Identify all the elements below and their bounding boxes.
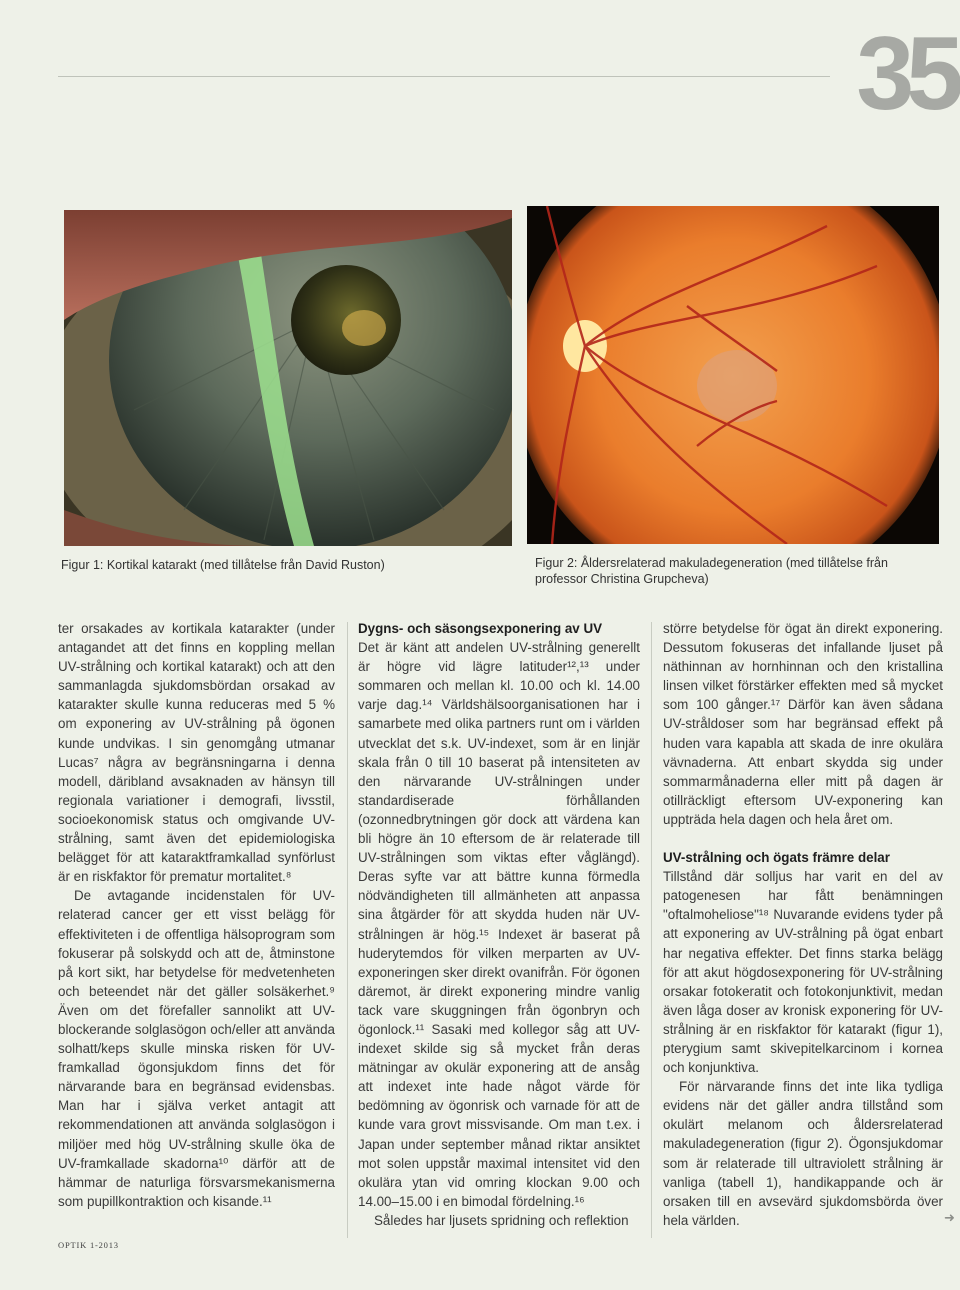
footer-publication: OPTIK 1-2013 xyxy=(58,1240,119,1250)
paragraph: Tillstånd där solljus har varit en del av patogenesen har fått benämningen "oftalmoheliose"¹⁸ Nuvarande evidens tyder på att exponering av UV-strålning på ögat enbart har negativa effekter. Det finns starka belägg för att akut högdosexponering för UV-strålning orsakar fotokeratit och fotokonjunktivit, medan även låga doser av kronisk exponering för UV-strålning är en riskfaktor för katarakt (figur 1), pterygium samt skivepitelkarcinom i kornea och konjunktiva. xyxy=(663,869,943,1076)
figure-1-cataract-photo xyxy=(64,210,512,546)
figure-2-caption: Figur 2: Åldersrelaterad makuladegeneration (med tillåtelse från professor Christina Grupcheva) xyxy=(535,556,888,586)
paragraph: För närvarande finns det inte lika tydliga evidens när det gäller andra tillstånd som okulärt melanom och åldersrelaterad makuladegeneration (figur 2). Ögonsjukdomar som är relaterade till ultraviolett strålning är vanliga (tabell 1), handikappande och är orsaken till en avsevärd sjukdomsbörda över hela världen. xyxy=(663,1079,943,1228)
figure-2-retina-photo xyxy=(527,206,939,544)
section-heading: Dygns- och säsongsexponering av UV xyxy=(358,621,603,636)
figure-1-caption: Figur 1: Kortikal katarakt (med tillåtelse från David Ruston) xyxy=(61,558,385,572)
text-column-3 xyxy=(663,619,943,1230)
section-heading: UV-strålning och ögats främre delar xyxy=(663,850,890,866)
paragraph: ter orsakades av kortikala katarakter (under antagandet att det finns en koppling mellan UV-strålning och kortikal katarakt) och att den sammanlagda sjukdomsbördan orsakad av katarakter skulle kunna reduceras med 5 % om exponering av UV-strålning på ögonen kunde undvikas. I sin genomgång utmanar Lucas⁷ några av begränsningarna i denna modell, däribland avsaknaden av hänsyn till regionala variationer i demografi, livsstil, socioekonomisk status och omgivande UV-strålning, samt även det epidemiologiska belägget för att kataraktframkallad synförlust är en riskfaktor för prematur mortalitet.⁸ xyxy=(58,621,335,885)
page-number: 35 xyxy=(856,16,956,132)
text-column-2 xyxy=(358,619,640,1230)
header-rule xyxy=(58,76,830,77)
paragraph: De avtagande incidenstalen för UV-relaterad cancer ger ett visst belägg för effektiviteten i de offentliga hälsoprogram som fokuserar på solskydd och att de, åtminstone på kort sikt, har betydelse för medvetenheten och beteendet när det gäller solsäkerhet.⁹ Även om det förefaller sannolikt att UV-blockerande solglasögon och/eller att använda solhatt/keps skulle minska risken för UV-framkallad ögonsjukdom finns det för närvarande bara en begränsad evidensbas. Man har i själva verket antagit att rekommendationen att använda solglasögon i miljöer med hög UV-strålning skulle öka de UV-framkallade skadorna¹⁰ därför att de hämmar de naturliga försvarsmekanismerna som pupillkontraktion och kisande.¹¹ xyxy=(58,888,335,1209)
paragraph: Således har ljusets spridning och reflektion xyxy=(374,1212,629,1228)
column-divider xyxy=(651,622,652,1238)
paragraph: större betydelse för ögat än direkt exponering. Dessutom fokuseras det infallande ljuset på näthinnan av hornhinnan och den kristallina linsen vilket förstärker effekten med så mycket som 100 gånger.¹⁷ Därför kan även sådana UV-stråldoser som har begränsad effekt på huden vara kapabla att skada de inre okulära vävnaderna. Att enbart skydda sig under sommarmånaderna eller mitt på dagen är otillräckligt eftersom UV-exponering kan uppträda hela dagen och hela året om. xyxy=(663,621,943,827)
text-column-1 xyxy=(58,619,335,1211)
paragraph: Det är känt att andelen UV-strålning generellt är högre vid lägre latituder¹²,¹³ under sommaren och mellan kl. 10.00 och kl. 14.00 varje dag.¹⁴ Världshälsoorganisationen har i samarbete med olika partners runt om i världen utvecklat det s.k. UV-indexet, som är en linjär skala från 0 till 10 baserat på intensiteten av den närvarande UV-strålningen under standardiserade förhållanden (ozonnedbrytningen gör dock att värdena kan bli högre än 10 eftersom de är relaterade till UV-strålningen som viktas efter våglängd). Deras syfte var att bättre kunna förmedla nödvändigheten till allmänheten att anpassa sina åtgärder för att skydda huden när UV-strålningen är hög.¹⁵ Indexet är baserat på huderytemdos för vilken merparten av UV-exponeringen sker direkt ovanifrån. För ögonen däremot, är direkt exponering mindre vanlig tack vare skuggningen från ögonbryn och ögonlock.¹¹ Sasaki med kollegor såg att UV-indexet skilde sig så mycket från deras mätningar av okulär exponering att de ansåg att indexet inte hade något värde för bedömning av ögonrisk och varnade för att de kunde vara grovt missvisande. Om man t.ex. i Japan under september månad riktar ansiktet mot solen uppstår maximal intensitet vid den okulära ytan vid omring klockan 9.00 och 14.00–15.00 i en bimodal fördelning.¹⁶ xyxy=(358,640,640,1209)
arrow-right-icon: ➜ xyxy=(944,1210,955,1225)
column-divider xyxy=(347,622,348,1238)
